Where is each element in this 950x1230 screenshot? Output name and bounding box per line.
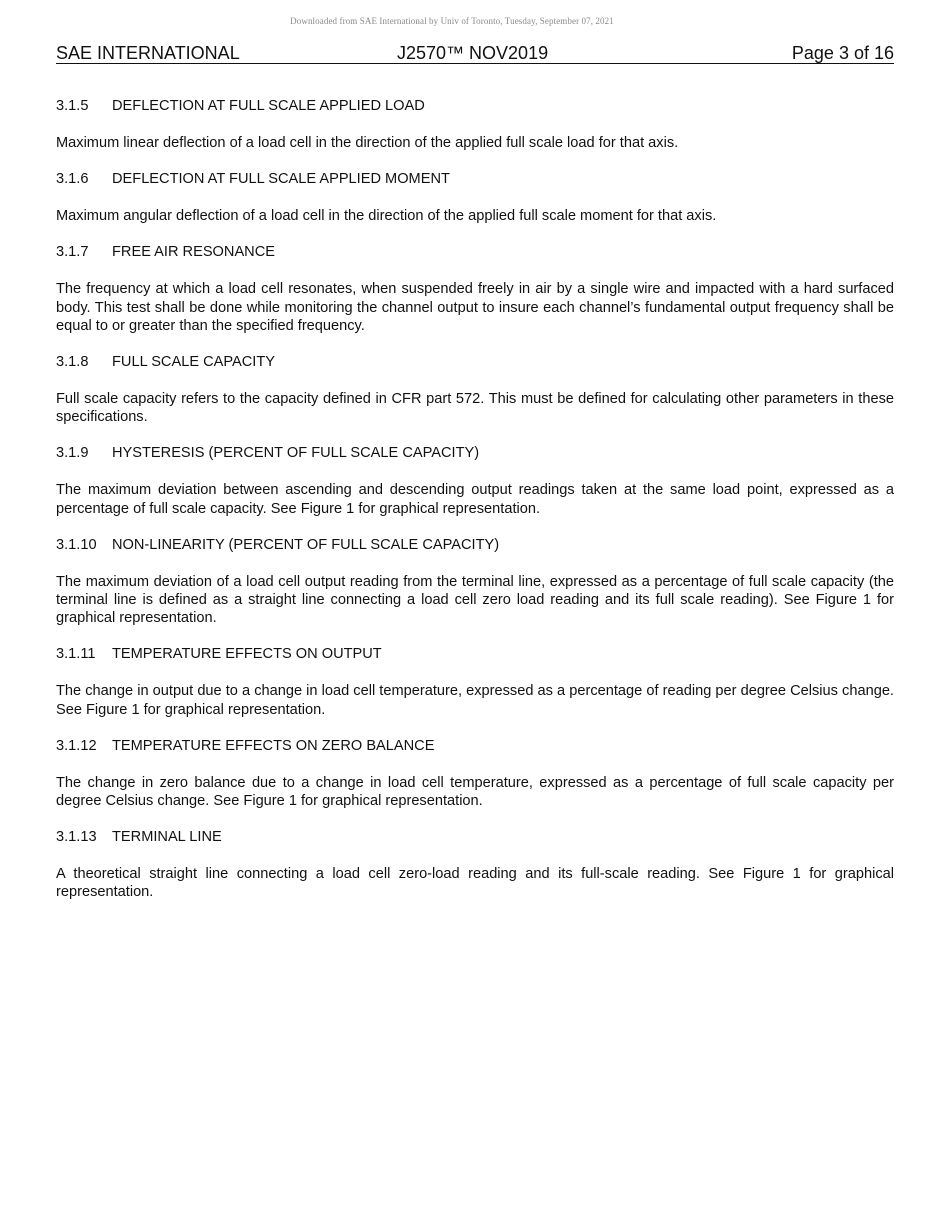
section-3-1-7 bbox=[56, 243, 894, 335]
section-title: FULL SCALE CAPACITY bbox=[112, 354, 276, 371]
section-3-1-5 bbox=[56, 97, 894, 152]
section-number: 3.1.8 bbox=[56, 354, 89, 371]
section-title: NON-LINEARITY (PERCENT OF FULL SCALE CAPACITY) bbox=[112, 536, 500, 553]
section-heading bbox=[56, 737, 894, 755]
section-title: DEFLECTION AT FULL SCALE APPLIED MOMENT bbox=[112, 171, 450, 188]
section-3-1-12 bbox=[56, 737, 894, 810]
section-paragraph: Maximum angular deflection of a load cell in the direction of the applied full scale moment for that axis. bbox=[56, 208, 717, 225]
section-paragraph: The maximum deviation between ascending and descending output readings taken at the same load point, expressed as a percentage of full scale capacity. See Figure 1 for graphical representation. bbox=[56, 482, 894, 517]
section-paragraph: The frequency at which a load cell resonates, when suspended freely in air by a single wire and impacted with a hard surfaced body. This test shall be done while monitoring the channel output to insure each channel’s fundamental output frequency shall be equal to or greater than the specified frequency. bbox=[56, 281, 894, 334]
section-heading bbox=[56, 828, 894, 846]
section-title: TEMPERATURE EFFECTS ON ZERO BALANCE bbox=[112, 737, 435, 754]
section-title: FREE AIR RESONANCE bbox=[112, 244, 275, 261]
section-3-1-8 bbox=[56, 353, 894, 426]
section-heading bbox=[56, 243, 894, 261]
header-page-number: Page 3 of 16 bbox=[791, 43, 894, 63]
section-heading bbox=[56, 645, 894, 663]
section-heading bbox=[56, 97, 894, 115]
section-number: 3.1.9 bbox=[56, 445, 89, 462]
page-header bbox=[56, 43, 894, 64]
section-heading bbox=[56, 353, 894, 371]
section-title: HYSTERESIS (PERCENT OF FULL SCALE CAPACITY) bbox=[112, 445, 480, 462]
document-body bbox=[56, 97, 894, 920]
section-heading bbox=[56, 444, 894, 462]
section-paragraph: The change in zero balance due to a change in load cell temperature, expressed as a percentage of full scale capacity per degree Celsius change. See Figure 1 for graphical representation. bbox=[56, 774, 894, 810]
section-heading bbox=[56, 170, 894, 188]
section-number: 3.1.6 bbox=[56, 171, 89, 188]
section-number: 3.1.12 bbox=[56, 737, 97, 754]
section-title: TEMPERATURE EFFECTS ON OUTPUT bbox=[112, 646, 382, 663]
section-3-1-11 bbox=[56, 645, 894, 718]
section-heading bbox=[56, 536, 894, 554]
section-title: DEFLECTION AT FULL SCALE APPLIED LOAD bbox=[112, 98, 425, 114]
section-3-1-9 bbox=[56, 444, 894, 517]
section-title: TERMINAL LINE bbox=[112, 829, 222, 846]
section-paragraph: The maximum deviation of a load cell output reading from the terminal line, expressed as a percentage of full scale capacity (the terminal line is defined as a straight line connecting a load cell zero load reading and its full scale reading). See Figure 1 for graphical representation. bbox=[56, 573, 894, 627]
header-document-id: J2570™ NOV2019 bbox=[397, 43, 549, 63]
section-3-1-10 bbox=[56, 536, 894, 628]
section-number: 3.1.11 bbox=[56, 646, 96, 663]
section-3-1-6 bbox=[56, 170, 894, 225]
section-number: 3.1.10 bbox=[56, 536, 97, 553]
section-paragraph: Full scale capacity refers to the capacity defined in CFR part 572. This must be defined for calculating other parameters in these specifications. bbox=[56, 391, 894, 426]
section-paragraph: The change in output due to a change in load cell temperature, expressed as a percentage of reading per degree Celsius change. See Figure 1 for graphical representation. bbox=[56, 683, 894, 718]
section-number: 3.1.13 bbox=[56, 829, 97, 846]
section-number: 3.1.5 bbox=[56, 98, 89, 114]
section-3-1-13 bbox=[56, 828, 894, 901]
section-number: 3.1.7 bbox=[56, 244, 89, 261]
download-watermark: Downloaded from SAE International by Univ of Toronto, Tuesday, September 07, 2021 bbox=[290, 16, 614, 26]
section-paragraph: Maximum linear deflection of a load cell in the direction of the applied full scale load for that axis. bbox=[56, 135, 679, 151]
section-paragraph: A theoretical straight line connecting a load cell zero-load reading and its full-scale reading. See Figure 1 for graphical representation. bbox=[56, 866, 894, 901]
header-organization: SAE INTERNATIONAL bbox=[56, 43, 240, 63]
